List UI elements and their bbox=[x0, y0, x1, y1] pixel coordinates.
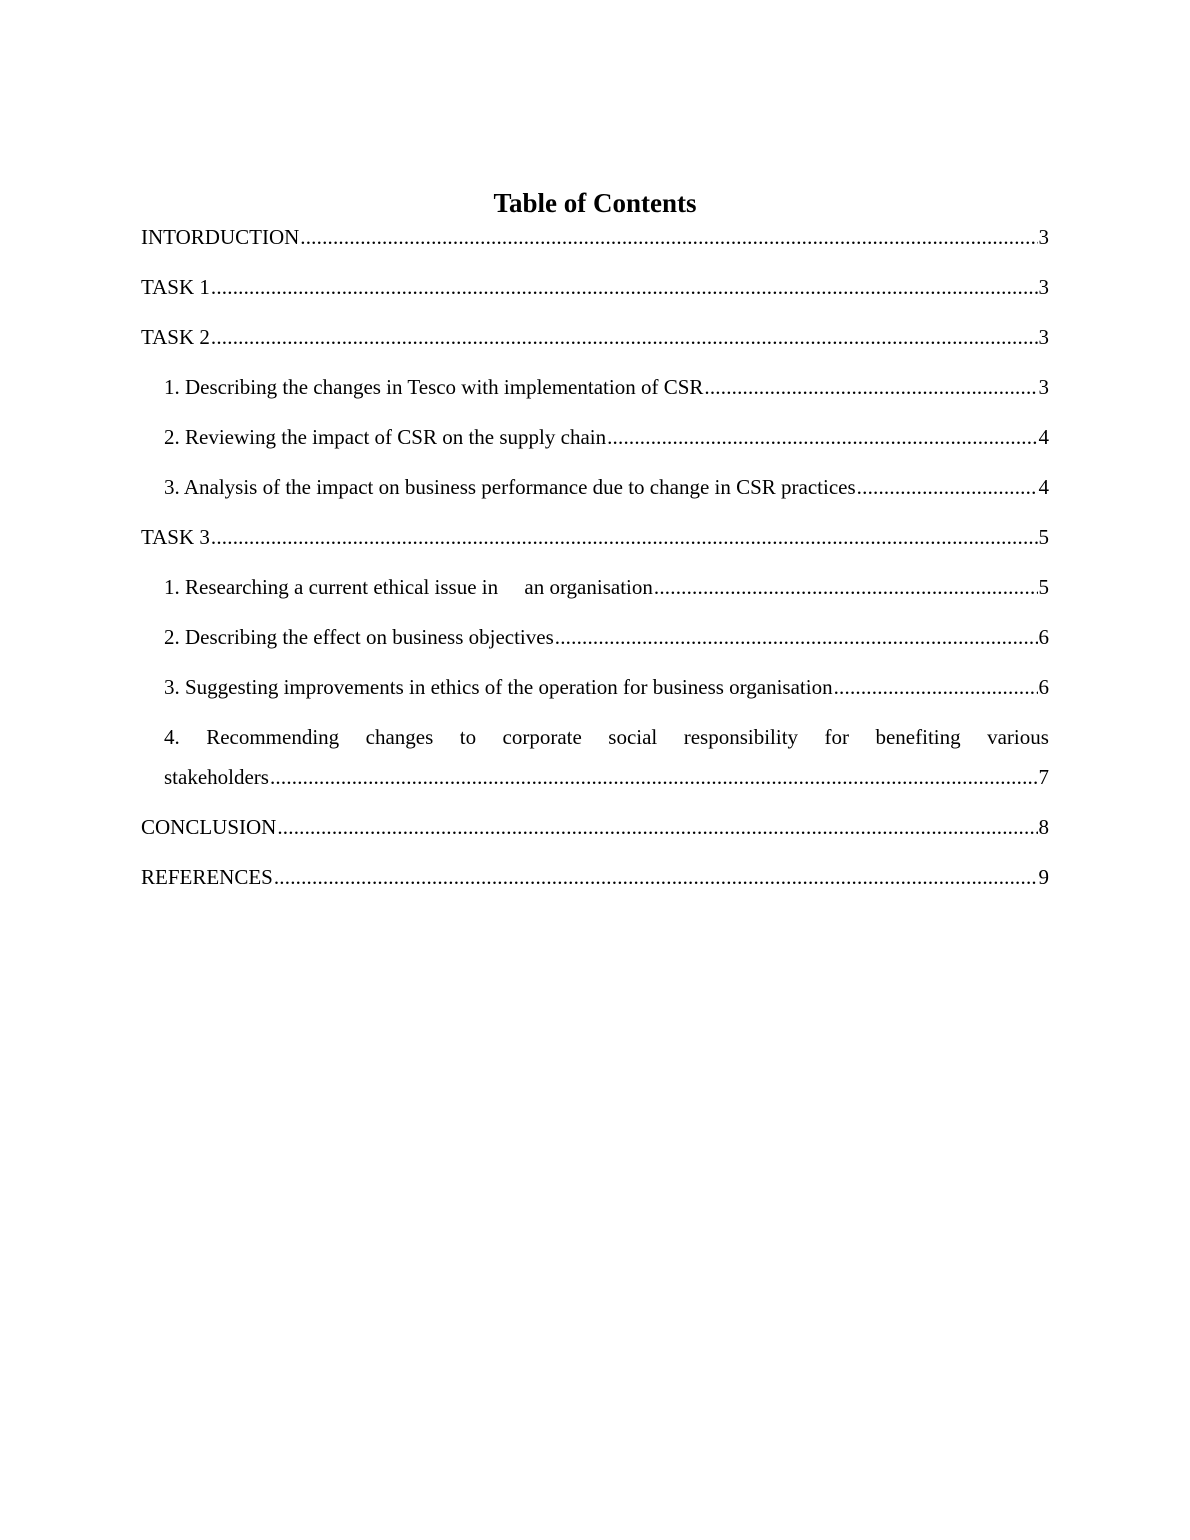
toc-word: changes bbox=[365, 725, 434, 749]
toc-entry-task-3-item-4[interactable] bbox=[141, 720, 1049, 810]
toc-entry-references[interactable] bbox=[141, 860, 1049, 910]
toc-entry-task-3-item-3[interactable] bbox=[141, 670, 1049, 720]
dot-leader bbox=[834, 670, 1038, 704]
toc-page-number: 4 bbox=[1038, 475, 1049, 499]
toc-entry-label: CONCLUSION bbox=[141, 815, 277, 839]
toc-entry-label: 2. Describing the effect on business objectives bbox=[164, 625, 554, 649]
dot-leader bbox=[654, 570, 1038, 604]
toc-page-number: 5 bbox=[1038, 575, 1049, 599]
toc-entry-label: 3. Analysis of the impact on business performance due to change in CSR practices bbox=[164, 475, 856, 499]
toc-page-number: 5 bbox=[1038, 525, 1049, 549]
toc-entry-task-2[interactable] bbox=[141, 320, 1049, 370]
dot-leader bbox=[555, 620, 1038, 654]
toc-word: corporate bbox=[502, 725, 582, 749]
toc-word: various bbox=[987, 725, 1049, 749]
toc-word: Recommending bbox=[206, 725, 340, 749]
dot-leader bbox=[607, 420, 1037, 454]
toc-entry-label-line bbox=[164, 720, 1049, 760]
toc-entry-task-2-item-1[interactable] bbox=[141, 370, 1049, 420]
toc-page-number: 4 bbox=[1038, 425, 1049, 449]
toc-entry-task-1[interactable] bbox=[141, 270, 1049, 320]
toc-page-number: 6 bbox=[1038, 675, 1049, 699]
toc-page-number: 8 bbox=[1038, 815, 1049, 839]
toc-entry-introduction[interactable] bbox=[141, 220, 1049, 270]
toc-page-number: 3 bbox=[1038, 225, 1049, 249]
dot-leader bbox=[270, 760, 1038, 794]
toc-page-number: 3 bbox=[1038, 325, 1049, 349]
toc-entry-label: 2. Reviewing the impact of CSR on the supply chain bbox=[164, 425, 607, 449]
toc-entry-label: 1. Researching a current ethical issue in an organisation bbox=[164, 575, 653, 599]
toc-word: for bbox=[824, 725, 850, 749]
toc-title: Table of Contents bbox=[493, 188, 697, 218]
toc-entry-task-2-item-2[interactable] bbox=[141, 420, 1049, 470]
toc-entry-conclusion[interactable] bbox=[141, 810, 1049, 860]
toc-entry-label: REFERENCES bbox=[141, 865, 273, 889]
toc-page-number: 3 bbox=[1038, 375, 1049, 399]
toc-entry-label: 1. Describing the changes in Tesco with implementation of CSR bbox=[164, 375, 704, 399]
dot-leader bbox=[704, 370, 1037, 404]
toc-entry-label: TASK 1 bbox=[141, 275, 210, 299]
dot-leader bbox=[274, 860, 1038, 894]
toc-page-number: 9 bbox=[1038, 865, 1049, 889]
toc-word: responsibility bbox=[683, 725, 799, 749]
toc-entry-label: TASK 3 bbox=[141, 525, 210, 549]
toc-word: 4. bbox=[164, 725, 180, 749]
dot-leader bbox=[277, 810, 1037, 844]
toc-word: to bbox=[459, 725, 477, 749]
toc-entry-task-2-item-3[interactable] bbox=[141, 470, 1049, 520]
toc-entry-label: INTORDUCTION bbox=[141, 225, 300, 249]
toc-page-number: 7 bbox=[1038, 765, 1049, 789]
toc-page-number: 3 bbox=[1038, 275, 1049, 299]
dot-leader bbox=[211, 520, 1038, 554]
toc-page-number: 6 bbox=[1038, 625, 1049, 649]
toc-entry-task-3[interactable] bbox=[141, 520, 1049, 570]
toc-entry-continuation-line bbox=[164, 760, 1049, 794]
toc-word: benefiting bbox=[875, 725, 961, 749]
dot-leader bbox=[300, 220, 1037, 254]
toc-entry-label: TASK 2 bbox=[141, 325, 210, 349]
toc-entry-label: stakeholders bbox=[164, 765, 269, 789]
dot-leader bbox=[211, 270, 1038, 304]
toc-word: social bbox=[608, 725, 658, 749]
toc-entry-task-3-item-2[interactable] bbox=[141, 620, 1049, 670]
toc-list bbox=[141, 220, 1049, 910]
toc-entry-label: 3. Suggesting improvements in ethics of the operation for business organisation bbox=[164, 675, 833, 699]
toc-entry-task-3-item-1[interactable] bbox=[141, 570, 1049, 620]
dot-leader bbox=[857, 470, 1038, 504]
dot-leader bbox=[211, 320, 1038, 354]
